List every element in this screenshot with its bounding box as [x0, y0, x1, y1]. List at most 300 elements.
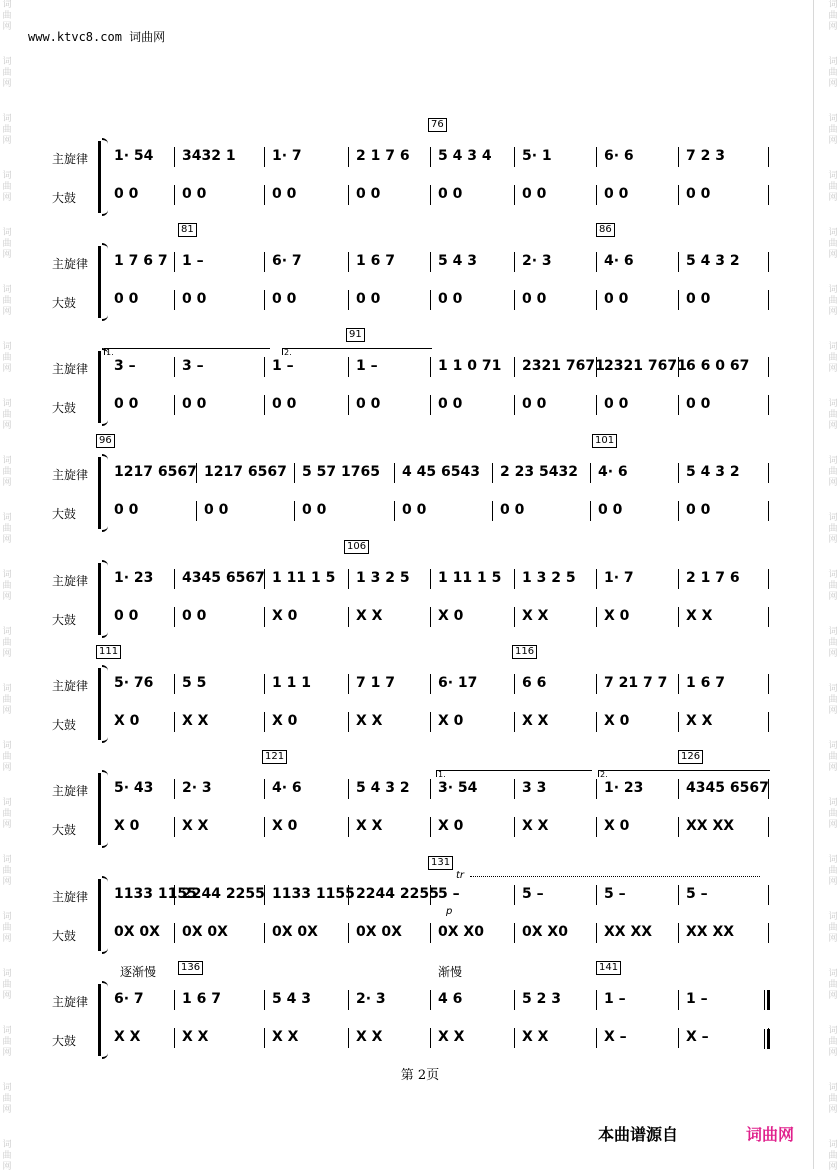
- drum-measure: XX XX: [686, 818, 735, 834]
- barline: [264, 712, 265, 732]
- drum-measure: 0 0: [438, 186, 463, 202]
- drum-label: 大鼓: [52, 1034, 77, 1048]
- barline: [678, 674, 679, 694]
- barline: [514, 990, 515, 1010]
- barline: [174, 607, 175, 627]
- watermark-text: 词 曲 网: [828, 1140, 838, 1172]
- melody-measure: 1 1 1: [272, 675, 311, 691]
- barline: [678, 395, 679, 415]
- page-number: 第 2页: [400, 1068, 440, 1083]
- drum-measure: X 0: [114, 713, 140, 729]
- score-system: [0, 858, 840, 948]
- drum-measure: 0X 0X: [114, 924, 160, 940]
- barline: [430, 357, 431, 377]
- drum-measure: X 0: [604, 818, 630, 834]
- measure-number: 121: [262, 750, 287, 764]
- watermark-text: 词 曲 网: [2, 342, 12, 374]
- drum-measure: 0 0: [114, 608, 139, 624]
- barline: [514, 1028, 515, 1048]
- drum-measure: 0 0: [604, 291, 629, 307]
- drum-measure: X X: [686, 608, 713, 624]
- melody-measure: 2 23 5432: [500, 464, 578, 480]
- drum-label: 大鼓: [52, 191, 77, 205]
- barline: [514, 147, 515, 167]
- drum-measure: 0 0: [114, 291, 139, 307]
- staff-bracket: [98, 141, 106, 213]
- watermark-text: 词 曲 网: [828, 627, 838, 659]
- watermark-text: 词 曲 网: [2, 228, 12, 260]
- watermark-text: 词 曲 网: [2, 399, 12, 431]
- barline: [430, 147, 431, 167]
- final-barline: [764, 1029, 770, 1049]
- watermark-text: 词 曲 网: [828, 57, 838, 89]
- watermark-text: 词 曲 网: [828, 570, 838, 602]
- barline: [174, 817, 175, 837]
- measure-number: 86: [596, 223, 615, 237]
- drum-measure: X X: [182, 1029, 209, 1045]
- barline: [348, 817, 349, 837]
- drum-measure: X 0: [438, 713, 464, 729]
- barline: [514, 779, 515, 799]
- melody-measure: 5 5: [182, 675, 207, 691]
- tempo-mark: 渐慢: [438, 965, 463, 979]
- melody-measure: 3 –: [182, 358, 204, 374]
- melody-measure: 4· 6: [598, 464, 628, 480]
- drum-measure: X X: [522, 1029, 549, 1045]
- drum-measure: X 0: [438, 818, 464, 834]
- barline: [678, 147, 679, 167]
- melody-measure: 4· 6: [604, 253, 634, 269]
- melody-label: 主旋律: [52, 152, 89, 166]
- melody-measure: 6· 7: [114, 991, 144, 1007]
- watermark-text: 词 曲 网: [828, 399, 838, 431]
- watermark-text: 词 曲 网: [2, 741, 12, 773]
- drum-measure: 0 0: [438, 396, 463, 412]
- watermark-text: 词 曲 网: [828, 684, 838, 716]
- melody-measure: 1· 54: [114, 148, 154, 164]
- barline: [514, 395, 515, 415]
- watermark-text: 词 曲 网: [828, 285, 838, 317]
- barline: [514, 290, 515, 310]
- barline: [678, 990, 679, 1010]
- melody-measure: 2244 2255: [182, 886, 265, 902]
- watermark-text: 词 曲 网: [2, 570, 12, 602]
- barline: [174, 779, 175, 799]
- barline: [264, 923, 265, 943]
- measure-number: 131: [428, 856, 453, 870]
- staff-bracket: [98, 773, 106, 845]
- watermark-text: 词 曲 网: [828, 513, 838, 545]
- barline: [768, 290, 769, 310]
- melody-measure: 1· 7: [272, 148, 302, 164]
- barline: [430, 817, 431, 837]
- drum-measure: 0 0: [114, 396, 139, 412]
- melody-label: 主旋律: [52, 890, 89, 904]
- drum-measure: XX XX: [686, 924, 735, 940]
- melody-measure: 1· 23: [604, 780, 644, 796]
- melody-measure: 1217 6567: [204, 464, 287, 480]
- barline: [430, 990, 431, 1010]
- drum-measure: 0 0: [522, 396, 547, 412]
- staff-bracket: [98, 246, 106, 318]
- measure-number: 126: [678, 750, 703, 764]
- melody-measure: 7 21 7 7: [604, 675, 668, 691]
- drum-measure: X 0: [272, 713, 298, 729]
- drum-measure: X X: [522, 608, 549, 624]
- barline: [264, 290, 265, 310]
- barline: [678, 817, 679, 837]
- score-system: [0, 330, 840, 420]
- drum-measure: X 0: [604, 713, 630, 729]
- drum-measure: 0 0: [686, 502, 711, 518]
- score-system: [0, 436, 840, 526]
- barline: [348, 1028, 349, 1048]
- barline: [514, 357, 515, 377]
- barline: [678, 607, 679, 627]
- source-label: 本曲谱源自: [598, 1125, 679, 1144]
- barline: [768, 395, 769, 415]
- drum-measure: X X: [182, 818, 209, 834]
- melody-measure: 5 4 3 2: [686, 464, 740, 480]
- measure-number: 106: [344, 540, 369, 554]
- staff-bracket: [98, 984, 106, 1056]
- melody-measure: 1· 23: [114, 570, 154, 586]
- drum-label: 大鼓: [52, 613, 77, 627]
- drum-measure: X 0: [272, 608, 298, 624]
- barline: [430, 885, 431, 905]
- barline: [514, 674, 515, 694]
- melody-measure: 1 –: [604, 991, 626, 1007]
- barline: [678, 252, 679, 272]
- melody-measure: 6 6: [522, 675, 547, 691]
- melody-measure: 1 –: [356, 358, 378, 374]
- barline: [430, 1028, 431, 1048]
- drum-measure: 0 0: [402, 502, 427, 518]
- melody-measure: 3 –: [114, 358, 136, 374]
- watermark-text: 词 曲 网: [828, 1083, 838, 1115]
- barline: [596, 569, 597, 589]
- watermark-text: 词 曲 网: [828, 342, 838, 374]
- melody-measure: 5 4 3 2: [356, 780, 410, 796]
- drum-measure: 0 0: [356, 186, 381, 202]
- drum-measure: 0 0: [604, 396, 629, 412]
- barline: [174, 357, 175, 377]
- melody-measure: 5 4 3 4: [438, 148, 492, 164]
- barline: [678, 712, 679, 732]
- melody-measure: 5 –: [604, 886, 626, 902]
- barline: [430, 395, 431, 415]
- watermark-text: 词 曲 网: [828, 1026, 838, 1058]
- melody-measure: 1 –: [182, 253, 204, 269]
- barline: [264, 395, 265, 415]
- drum-measure: 0X X0: [438, 924, 484, 940]
- barline: [768, 147, 769, 167]
- barline: [678, 501, 679, 521]
- drum-measure: 0 0: [272, 291, 297, 307]
- watermark-text: 词 曲 网: [828, 171, 838, 203]
- drum-measure: X X: [522, 818, 549, 834]
- barline: [174, 185, 175, 205]
- melody-measure: 3 3: [522, 780, 547, 796]
- barline: [678, 357, 679, 377]
- score-system: [0, 225, 840, 315]
- measure-number: 136: [178, 961, 203, 975]
- barline: [768, 252, 769, 272]
- barline: [596, 357, 597, 377]
- barline: [348, 569, 349, 589]
- barline: [430, 923, 431, 943]
- barline: [596, 1028, 597, 1048]
- barline: [348, 395, 349, 415]
- drum-measure: X X: [356, 818, 383, 834]
- site-header: www.ktvc8.com 词曲网: [28, 30, 166, 44]
- melody-measure: 2· 3: [182, 780, 212, 796]
- drum-measure: X X: [686, 713, 713, 729]
- melody-label: 主旋律: [52, 784, 89, 798]
- melody-measure: 4· 6: [272, 780, 302, 796]
- drum-measure: 0 0: [182, 396, 207, 412]
- drum-measure: 0 0: [438, 291, 463, 307]
- barline: [348, 779, 349, 799]
- barline: [348, 290, 349, 310]
- drum-measure: X 0: [114, 818, 140, 834]
- drum-measure: 0 0: [272, 396, 297, 412]
- volta-bracket-1: 1.: [104, 348, 270, 355]
- drum-measure: 0 0: [182, 291, 207, 307]
- barline: [768, 463, 769, 483]
- watermark-text: 词 曲 网: [828, 969, 838, 1001]
- score-system: [0, 542, 840, 632]
- drum-measure: 0 0: [500, 502, 525, 518]
- watermark-text: 词 曲 网: [2, 969, 12, 1001]
- barline: [678, 923, 679, 943]
- barline: [174, 990, 175, 1010]
- melody-measure: 1133 1155: [272, 886, 355, 902]
- barline: [348, 185, 349, 205]
- barline: [768, 185, 769, 205]
- barline: [174, 674, 175, 694]
- barline: [768, 501, 769, 521]
- barline: [264, 674, 265, 694]
- drum-measure: 0X 0X: [356, 924, 402, 940]
- barline: [492, 463, 493, 483]
- watermark-text: 词 曲 网: [2, 171, 12, 203]
- score-system: [0, 120, 840, 210]
- drum-measure: X X: [522, 713, 549, 729]
- brand-logo-text[interactable]: 词曲网: [746, 1125, 795, 1144]
- barline: [596, 674, 597, 694]
- drum-measure: 0X 0X: [272, 924, 318, 940]
- measure-number: 111: [96, 645, 121, 659]
- barline: [514, 885, 515, 905]
- staff-bracket: [98, 563, 106, 635]
- drum-measure: X 0: [272, 818, 298, 834]
- barline: [492, 501, 493, 521]
- barline: [514, 252, 515, 272]
- drum-measure: 0 0: [182, 186, 207, 202]
- barline: [430, 185, 431, 205]
- drum-measure: 0 0: [686, 396, 711, 412]
- drum-measure: X X: [356, 608, 383, 624]
- drum-measure: 0 0: [686, 291, 711, 307]
- barline: [596, 395, 597, 415]
- melody-measure: 1217 6567: [114, 464, 197, 480]
- barline: [264, 779, 265, 799]
- barline: [264, 1028, 265, 1048]
- melody-measure: 6· 7: [272, 253, 302, 269]
- drum-label: 大鼓: [52, 823, 77, 837]
- watermark-text: 词 曲 网: [828, 114, 838, 146]
- barline: [678, 290, 679, 310]
- melody-measure: 2· 3: [522, 253, 552, 269]
- barline: [596, 712, 597, 732]
- barline: [264, 252, 265, 272]
- melody-measure: 5· 43: [114, 780, 154, 796]
- drum-measure: 0 0: [356, 291, 381, 307]
- barline: [430, 290, 431, 310]
- watermark-text: 词 曲 网: [2, 1083, 12, 1115]
- measure-number: 76: [428, 118, 447, 132]
- melody-measure: 1 1 0 71: [438, 358, 502, 374]
- melody-measure: 6 6 0 67: [686, 358, 750, 374]
- watermark-text: 词 曲 网: [828, 0, 838, 32]
- drum-measure: 0 0: [272, 186, 297, 202]
- staff-bracket: [98, 457, 106, 529]
- barline: [430, 712, 431, 732]
- barline: [196, 501, 197, 521]
- barline: [768, 923, 769, 943]
- melody-measure: 1 6 7: [686, 675, 725, 691]
- melody-measure: 1 6 7: [356, 253, 395, 269]
- score-system: [0, 963, 840, 1053]
- barline: [596, 779, 597, 799]
- barline: [174, 712, 175, 732]
- watermark-text: 词 曲 网: [828, 912, 838, 944]
- barline: [394, 463, 395, 483]
- drum-measure: 0 0: [604, 186, 629, 202]
- barline: [348, 885, 349, 905]
- barline: [294, 501, 295, 521]
- barline: [348, 357, 349, 377]
- staff-bracket: [98, 668, 106, 740]
- melody-measure: 1 6 7: [182, 991, 221, 1007]
- drum-measure: X X: [272, 1029, 299, 1045]
- trill-mark: tr: [456, 870, 465, 881]
- barline: [174, 569, 175, 589]
- barline: [678, 185, 679, 205]
- barline: [678, 885, 679, 905]
- barline: [768, 674, 769, 694]
- melody-label: 主旋律: [52, 574, 89, 588]
- drum-measure: 0 0: [182, 608, 207, 624]
- barline: [768, 817, 769, 837]
- drum-measure: 0 0: [686, 186, 711, 202]
- barline: [596, 185, 597, 205]
- barline: [264, 885, 265, 905]
- barline: [768, 357, 769, 377]
- barline: [596, 923, 597, 943]
- barline: [596, 885, 597, 905]
- melody-measure: 1 3 2 5: [356, 570, 410, 586]
- barline: [430, 252, 431, 272]
- watermark-text: 词 曲 网: [2, 57, 12, 89]
- melody-measure: 1· 7: [604, 570, 634, 586]
- drum-measure: X X: [356, 713, 383, 729]
- barline: [678, 463, 679, 483]
- barline: [264, 990, 265, 1010]
- drum-measure: X X: [356, 1029, 383, 1045]
- melody-measure: 3· 54: [438, 780, 478, 796]
- melody-measure: 6· 17: [438, 675, 478, 691]
- barline: [174, 923, 175, 943]
- melody-measure: 5 –: [438, 886, 460, 902]
- volta-bracket-2: 2.: [282, 348, 432, 355]
- watermark-text: 词 曲 网: [2, 627, 12, 659]
- measure-number: 116: [512, 645, 537, 659]
- melody-measure: 1 11 1 5: [272, 570, 336, 586]
- drum-measure: 0 0: [114, 186, 139, 202]
- trill-line: [470, 876, 760, 877]
- measure-number: 81: [178, 223, 197, 237]
- melody-measure: 7 2 3: [686, 148, 725, 164]
- staff-bracket: [98, 351, 106, 423]
- drum-measure: 0 0: [302, 502, 327, 518]
- drum-measure: 0 0: [598, 502, 623, 518]
- melody-measure: 1 3 2 5: [522, 570, 576, 586]
- melody-measure: 5 2 3: [522, 991, 561, 1007]
- melody-measure: 4345 6567: [182, 570, 265, 586]
- barline: [348, 252, 349, 272]
- score-system: [0, 647, 840, 737]
- watermark-text: 词 曲 网: [2, 1140, 12, 1172]
- measure-number: 96: [96, 434, 115, 448]
- drum-measure: XX XX: [604, 924, 653, 940]
- barline: [264, 607, 265, 627]
- barline: [348, 147, 349, 167]
- melody-label: 主旋律: [52, 995, 89, 1009]
- barline: [514, 817, 515, 837]
- drum-measure: 0 0: [204, 502, 229, 518]
- melody-measure: 5 4 3 2: [686, 253, 740, 269]
- barline: [596, 607, 597, 627]
- watermark-text: 词 曲 网: [2, 114, 12, 146]
- barline: [596, 990, 597, 1010]
- barline: [264, 147, 265, 167]
- watermark-text: 词 曲 网: [2, 855, 12, 887]
- melody-measure: 7 1 7: [356, 675, 395, 691]
- melody-measure: 5· 76: [114, 675, 154, 691]
- drum-measure: 0 0: [522, 291, 547, 307]
- barline: [174, 290, 175, 310]
- barline: [348, 607, 349, 627]
- drum-label: 大鼓: [52, 929, 77, 943]
- melody-measure: 2321 7671: [522, 358, 605, 374]
- drum-measure: X X: [182, 713, 209, 729]
- watermark-text: 词 曲 网: [828, 741, 838, 773]
- barline: [590, 501, 591, 521]
- melody-measure: 5· 1: [522, 148, 552, 164]
- melody-measure: 5 –: [522, 886, 544, 902]
- barline: [768, 885, 769, 905]
- barline: [196, 463, 197, 483]
- barline: [768, 569, 769, 589]
- barline: [264, 185, 265, 205]
- measure-number: 91: [346, 328, 365, 342]
- barline: [768, 779, 769, 799]
- melody-measure: 2 1 7 6: [356, 148, 410, 164]
- barline: [768, 712, 769, 732]
- drum-label: 大鼓: [52, 507, 77, 521]
